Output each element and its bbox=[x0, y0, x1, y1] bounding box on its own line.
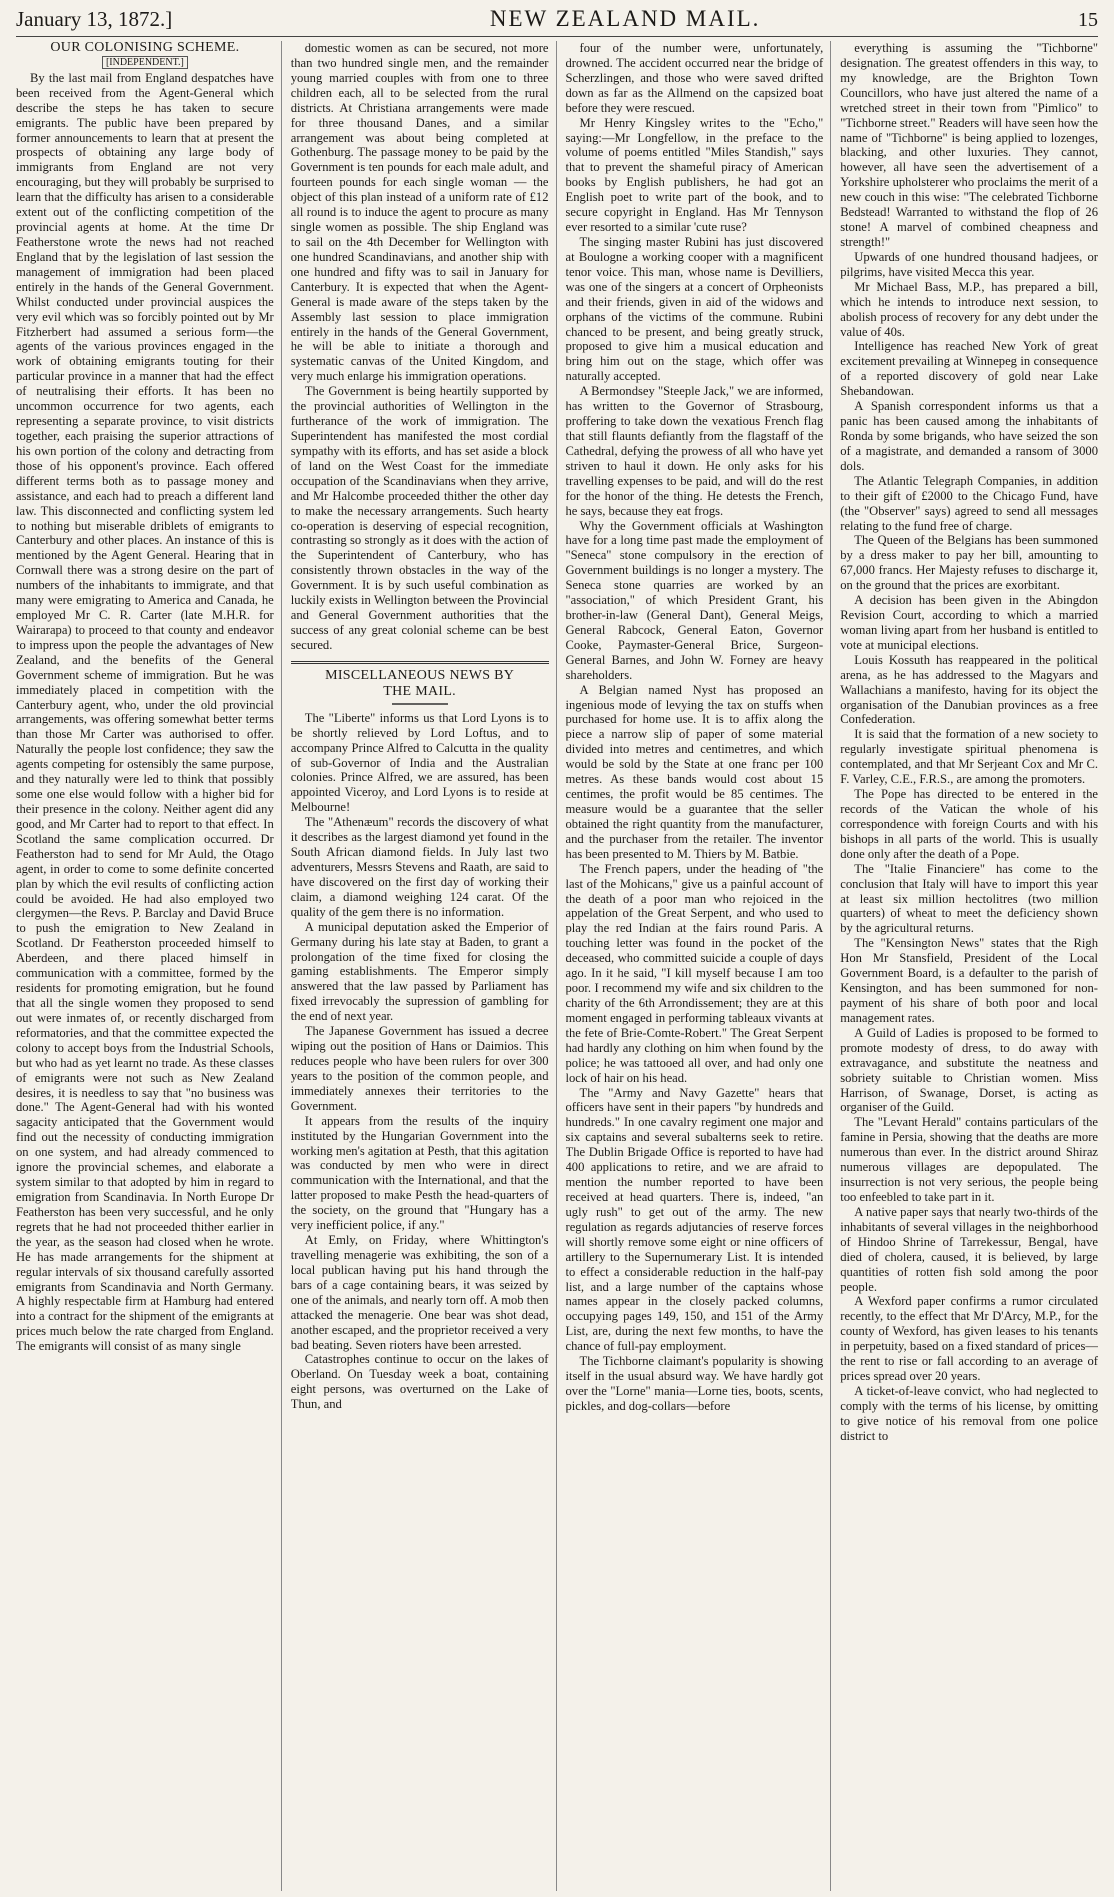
news-item: The Pope has directed to be entered in the records of the Vatican the whole of his correspondence with foreign Courts and with his bishops in all parts of the world. This is usually done only after the death of a Pope. bbox=[840, 787, 1098, 861]
news-item: A ticket-of-leave convict, who had neglected to comply with the terms of his license, by omitting to give notice of his removal from one police district to bbox=[840, 1383, 1098, 1443]
news-item: The "Army and Navy Gazette" hears that officers have sent in their papers "by hundreds and hundreds." In one cavalry regiment one major and six captains and several subalterns seek to retire. The Dublin Brigade Office is reported to have had 400 applications to retire, and we are afraid to mention the number reported to have been received at head quarters. There is, indeed, "an ugly rush" to get out of the army. The new regulation as regards adjutancies of reserve forces will shortly remove some eight or nine officers of artillery to the Supernumerary List. It is intended to effect a considerable reduction in the half-pay list, and a large number of the captains whose names appear in the closely packed columns, occupying pages 149, 150, and 151 of the Army List, are, during the next few months, to have the chance of full-pay employment. bbox=[565, 1085, 824, 1354]
column-3 bbox=[566, 41, 832, 1891]
news-item: It is said that the formation of a new society to regularly investigate spiritual phenomena is contemplated, and that Mr Serjeant Cox and Mr C. F. Varley, C.E., F.R.S., are among the promoters. bbox=[840, 727, 1098, 787]
newspaper-title: NEW ZEALAND MAIL. bbox=[489, 6, 761, 31]
news-item: The "Kensington News" states that the Righ Hon Mr Stansfield, President of the Local Government Board, is a defaulter to the parish of Kensington, and has been summoned for non-payment of his share of both poor and local management rates. bbox=[840, 936, 1098, 1025]
news-item: It appears from the results of the inquiry instituted by the Hungarian Government into the working men's agitation at Pesth, that this agitation was conducted by men who were in direct communication with the International, and that the latter proposed to make Pesth the head-quarters of the society, on the ground that "Hungary has a very inefficient police, if any." bbox=[290, 1113, 549, 1233]
columns bbox=[16, 41, 1098, 1891]
news-item: The Atlantic Telegraph Companies, in addition to their gift of £2000 to the Chicago Fund, have (the "Observer" says) agreed to send all messages relating to the fund free of charge. bbox=[840, 473, 1098, 533]
article-paragraph: By the last mail from England despatches have been received from the Agent-General which describe the steps he has taken to secure emigrants. The public have been prepared by former announcements to learn that at present the prospects of obtaining any large body of immigrants from England are not very encouraging, but they will probably be surprised to learn that the difficulty has arisen to a considerable extent out of the conflicting competition of the provincial agents at home. At the time Dr Featherstone wrote the news had not reached England that by the legislation of last session the management of immigration had been placed entirely in the hands of the General Government. Whilst conducted under provincial auspices the very evil which was so forcibly pointed out by Mr Fitzherbert had assumed a serious form—the agents of the various provinces engaged in the work of obtaining emigrants touting for their particular province in a manner that had the effect of neutralising their efforts. It has been no uncommon occurrence for two agents, each representing a separate province, to visit districts together, each praising the superior attractions of his own portion of the colony and detracting from those of his opponent's province. Each offered different terms both as to passage money and assistance, and each had to preach a different land law. This disconnected and conflicting system led to nothing but miserable driblets of emigrants to Canterbury and other places. An instance of this is mentioned by the Agent General. Hearing that in Cornwall there was a strong desire on the part of numbers of the inhabitants to immigrate, and that many were emigrating to America and Canada, he employed Mr C. R. Carter (late M.H.R. for Wairarapa) to proceed to that county and endeavor to impress upon the people the advantages of New Zealand, and the benefits of the General Government scheme of immigration. But he was immediately placed in competition with the Canterbury agent, who, under the old provincial arrangements, was offering somewhat better terms than those Mr Carter was authorised to offer. Naturally the people lost confidence; they saw the agents competing for ostensibly the same purpose, and they naturally were led to think that possibly some one else would follow with a higher bid for their presence in the colony. Neither agent did any good, and Mr Carter had to report to that effect. In Scotland the same complication occurred. Dr Featherston had to send for Mr Auld, the Otago agent, in order to come to some definite concerted plan by which the evil results of conflicting action could be avoided. He had also employed two clergymen—the Revs. P. Barclay and David Bruce to push the emigration to New Zealand in Scotland. Dr Featherston proceeded himself to Aberdeen, and there placed himself in communication with a committee, formed by the residents for promoting emigration, but he found that all the single women they proposed to send out were inmates of, or recently discharged from reformatories, and that the committee expected the colony to accept boys from the Industrial Schools, but who had as yet learnt no trade. As these classes of emigrants were not such as New Zealand desires, it is needless to say that "no business was done." The Agent-General had with his wonted sagacity anticipated that the Government would find out the necessity of conducting immigration on one system, and had already commenced to ignore the provincial schemes, and elaborate a system similar to that adopted by him in regard to emigration from Scandinavia. In North Europe Dr Featherston has been very successful, and he only regrets that he had not proceeded thither earlier in the year, as the season had closed when he wrote. He has made arrangements for the shipment at regular intervals of six thousand carefully assorted emigrants from Scandinavia and North Germany. A highly respectable firm at Hamburg had entered into a contract for the shipment of the emigrants at prices much below the rate charged from England. The emigrants will consist of as many single bbox=[16, 70, 274, 1354]
news-item: The Tichborne claimant's popularity is showing itself in the usual absurd way. We have hardly got over the "Lorne" mania—Lorne ties, boots, scents, pickles, and dog-collars—before bbox=[565, 1354, 824, 1413]
news-item: Mr Michael Bass, M.P., has prepared a bill, which he intends to introduce next session, to abolish process of recovery for any debt under the value of 40s. bbox=[840, 279, 1098, 339]
news-item: Mr Henry Kingsley writes to the "Echo," saying:—Mr Longfellow, in the preface to the volume of poems entitled "Miles Standish," says that to prevent the shameful piracy of American books by English publishers, he had got an English poet to write part of the book, and to secure copyright in England. Has Mr Tennyson ever resorted to a similar 'cute ruse? bbox=[565, 115, 824, 235]
column-4 bbox=[840, 41, 1098, 1891]
news-item: everything is assuming the "Tichborne" designation. The greatest offenders in this way, to my knowledge, are the Brighton Town Councillors, who have just altered the name of a wretched street in their town from "Pimlico" to "Tichborne street." Readers will have seen how the name of "Tichborne" is being applied to lozenges, blacking, and other luxuries. They cannot, however, all have seen the advertisement of a Yorkshire upholsterer who proclaims the merit of a new couch in this wise: "The celebrated Tichborne Bedstead! Warranted to withstand the flop of 26 stone! A marvel of combined cheapness and strength!" bbox=[840, 41, 1098, 249]
news-item: The Queen of the Belgians has been summoned by a dress maker to pay her bill, amounting to 67,000 francs. Her Majesty refuses to discharge it, on the ground that the prices are exorbitant. bbox=[840, 533, 1098, 593]
byline bbox=[16, 56, 274, 71]
news-item: The Japanese Government has issued a decree wiping out the position of Hans or Daimios. This reduces people who have been rulers for over 300 years to the position of the common people, and immediately annexes their territories to the Government. bbox=[290, 1024, 549, 1113]
news-list bbox=[566, 41, 824, 1414]
news-item: Louis Kossuth has reappeared in the political arena, as he has addressed to the Magyars and Wallachians a manifesto, having for its object the organisation of the Danubian provinces as a free Confederation. bbox=[840, 652, 1098, 727]
news-item: A Bermondsey "Steeple Jack," we are informed, has written to the Governor of Strasbourg, proffering to take down the vexatious French flag that still flaunts defiantly from the flagstaff of the Cathedral, defying the prowess of all who have yet striven to haul it down. He only asks for his travelling expenses to be paid, and will do the rest for the honor of the thing. He detests the French, he says, because they eat frogs. bbox=[565, 384, 824, 518]
news-item: A municipal deputation asked the Emperior of Germany during his late stay at Baden, to grant a prolongation of the time fixed for closing the gaming establishments. The Emperor simply answered that the law passed by Parliament has fixed irrevocably the supression of gambling for the end of next year. bbox=[290, 919, 549, 1024]
news-item: A Belgian named Nyst has proposed an ingenious mode of levying the tax on stuffs when purchased for home use. It is to affix along the piece a narrow slip of paper of some material divided into metres and centimetres, and which would be sold by the State at one franc per 100 metres. As these bands would cost about 15 centimes, the profit would be 85 centimes. The measure would be a guarantee that the seller obtained the right quantity from the manufacturer, and the purchaser from the retailer. The inventor has been presented to M. Thiers by M. Batbie. bbox=[565, 682, 824, 861]
news-item: Catastrophes continue to occur on the lakes of Oberland. On Tuesday week a boat, containing eight persons, was overturned on the Lake of Thun, and bbox=[290, 1352, 549, 1412]
news-item: The "Levant Herald" contains particulars of the famine in Persia, showing that the deaths are more numerous than ever. In the district around Shiraz numerous villages are depopulated. The insurrection is not very serious, the people being too enfeebled to take part in it. bbox=[840, 1115, 1098, 1204]
page-number: 15 bbox=[1078, 9, 1098, 31]
news-item: A Wexford paper confirms a rumor circulated recently, to the effect that Mr D'Arcy, M.P., for the county of Wexford, has given leases to his tenants in perpetuity, based on a fixed standard of prices—the rent to rise or fall according to an average of prices spread over 20 years. bbox=[840, 1294, 1098, 1384]
article-paragraph: domestic women as can be secured, not more than two hundred single men, and the remainder young married couples with from one to three children each, all to be selected from the rural districts. At Christiana arrangements were made for three thousand Danes, and a similar arrangement was about being completed at Gothenburg. The passage money to be paid by the Government is ten pounds for each male adult, and fourteen pounds for each single woman — the object of this plan instead of a uniform rate of £12 all round is to induce the agent to procure as many single women as possible. The ship England was to sail on the 4th December for Wellington with one hundred Scandinavians, and another ship with one hundred and fifty was to sail in January for Canterbury. It is expected that when the Agent-General is made aware of the steps taken by the Assembly last session to place immigration entirely in the hands of the General Government, he will be able to initiate a thorough and systematic canvas of the United Kingdom, and very much enlarge his immigration operations. bbox=[290, 41, 549, 384]
news-item: A decision has been given in the Abingdon Revision Court, according to which a married woman living apart from her husband is entitled to vote at municipal elections. bbox=[840, 593, 1098, 652]
news-item: At Emly, on Friday, where Whittington's travelling menagerie was exhibiting, the son of a local publican having put his hand through the bars of a cage containing bears, it was seized by one of the animals, and nearly torn off. A mob then attacked the menagerie. One bear was shot dead, another escaped, and the proprietor received a very bad beating. Seven rioters have been arrested. bbox=[290, 1233, 549, 1352]
section-heading-line1: MISCELLANEOUS NEWS BY bbox=[325, 667, 515, 683]
news-item: The "Liberte" informs us that Lord Lyons is to be shortly relieved by Lord Loftus, and to accompany Prince Alfred to Calcutta in the quality of sub-Governor of India and the Australian colonies. Prince Alfred, we are assured, has been appointed Viceroy, and Lord Lyons is to reside at Melbourne! bbox=[290, 710, 549, 815]
section-heading-line2: THE MAIL. bbox=[383, 683, 456, 699]
news-item: The "Italie Financiere" has come to the conclusion that Italy will have to import this year at least six million hectolitres (two million quarters) of wheat to meet the deficiency shown by the agricultural returns. bbox=[840, 861, 1098, 936]
article-paragraph: The Government is being heartily supported by the provincial authorities of Wellington in the furtherance of the work of immigration. The Superintendent has manifested the most cordial sympathy with its efforts, and has set aside a block of land on the West Coast for the immediate occupation of the Scandinavians when they arrive, and Mr Halcombe proceeded thither the other day to make the necessary arrangements. Such hearty co-operation is deserving of especial recognition, contrasting so strongly as it does with the action of the Superintendent of Canterbury, who has consistently thrown obstacles in the way of the Government. It is by such useful combination as luckily exists in Wellington between the Provincial and General Government authorities that the success of any great colonial scheme can be best secured. bbox=[290, 384, 549, 652]
news-item: A Spanish correspondent informs us that a panic has been caused among the inhabitants of Ronda by some brigands, who have seized the son of a magistrate, and demanded a ransom of 3000 dols. bbox=[840, 399, 1098, 473]
news-list bbox=[291, 711, 549, 1412]
column-1 bbox=[16, 41, 282, 1891]
masthead bbox=[16, 6, 1098, 37]
news-item: A Guild of Ladies is proposed to be formed to promote modesty of dress, to do away with extravagance, and substitute the neatness and sobriety suitable to Christian women. Miss Harrison, of Swanage, Dorset, is acting as organiser of the Guild. bbox=[840, 1025, 1098, 1115]
column-2 bbox=[291, 41, 557, 1891]
byline-label: [INDEPENDENT.] bbox=[102, 56, 188, 69]
news-item: The French papers, under the heading of "the last of the Mohicans," give us a painful account of the death of a poor man who rejoiced in the appelation of the Great Serpent, and who used to play the red Indian at the fairs round Paris. A touching letter was found in the pocket of the deceased, who committed suicide a couple of days ago. In it he said, "I kill myself because I am too poor. I recommend my wife and six children to the charity of the 6th Arrondissement; they are at this moment engaged in performing tableaux vivants at the fete of Brie-Comte-Robert." The Great Serpent had hardly any clothing on him when found by the police; he was tattooed all over, and had only one lock of hair on his head. bbox=[565, 861, 824, 1085]
section-divider bbox=[291, 661, 549, 664]
ornament-rule-icon bbox=[390, 701, 450, 707]
article-heading: OUR COLONISING SCHEME. bbox=[50, 41, 240, 55]
news-item: The singing master Rubini has just discovered at Boulogne a working cooper with a magnificent tenor voice. This man, whose name is Devilliers, was one of the singers at a concert of Orpheonists and their friends, given in aid of the widows and orphans of the victims of the commune. Rubini chanced to be present, and being greatly struck, proposed to give him a musical education and bring him out on the stage, which offer was naturally accepted. bbox=[565, 234, 824, 384]
news-item: four of the number were, unfortunately, drowned. The accident occurred near the bridge of Scherzlingen, and those who were saved drifted down as far as the Allmend on the capsized boat before they were rescued. bbox=[565, 41, 824, 115]
news-item: A native paper says that nearly two-thirds of the inhabitants of several villages in the neighborhood of Hindoo Shrine of Tarrekessur, Bengal, have died of cholera, caused, it is believed, by large quantities of rotten fish sold among the poor people. bbox=[840, 1204, 1098, 1294]
issue-date: January 13, 1872.] bbox=[16, 7, 173, 31]
news-item: The "Athenæum" records the discovery of what it describes as the largest diamond yet found in the South African diamond fields. In July last two adventurers, Messrs Stevens and Raath, are said to have discovered on the first day of working their claim, a diamond weighing 124 carat. Of the quality of the gem there is no information. bbox=[290, 815, 549, 919]
news-item: Upwards of one hundred thousand hadjees, or pilgrims, have visited Mecca this year. bbox=[840, 249, 1098, 279]
news-list bbox=[840, 41, 1098, 1444]
news-item: Why the Government officials at Washington have for a long time past made the employment of "Seneca" stone compulsory in the erection of Government buildings is no longer a mystery. The Seneca stone quarries are worked by an "association," of which President Grant, his brother-in-law (General Dant), General Meigs, General Rabcock, General Eaton, Governor Cooke, Paymaster-General Brice, Surgeon-General Barnes, and John W. Forney are heavy shareholders. bbox=[565, 518, 824, 682]
news-item: Intelligence has reached New York of great excitement prevailing at Winnepeg in consequence of a reported discovery of gold near Lake Shebandowan. bbox=[840, 339, 1098, 399]
